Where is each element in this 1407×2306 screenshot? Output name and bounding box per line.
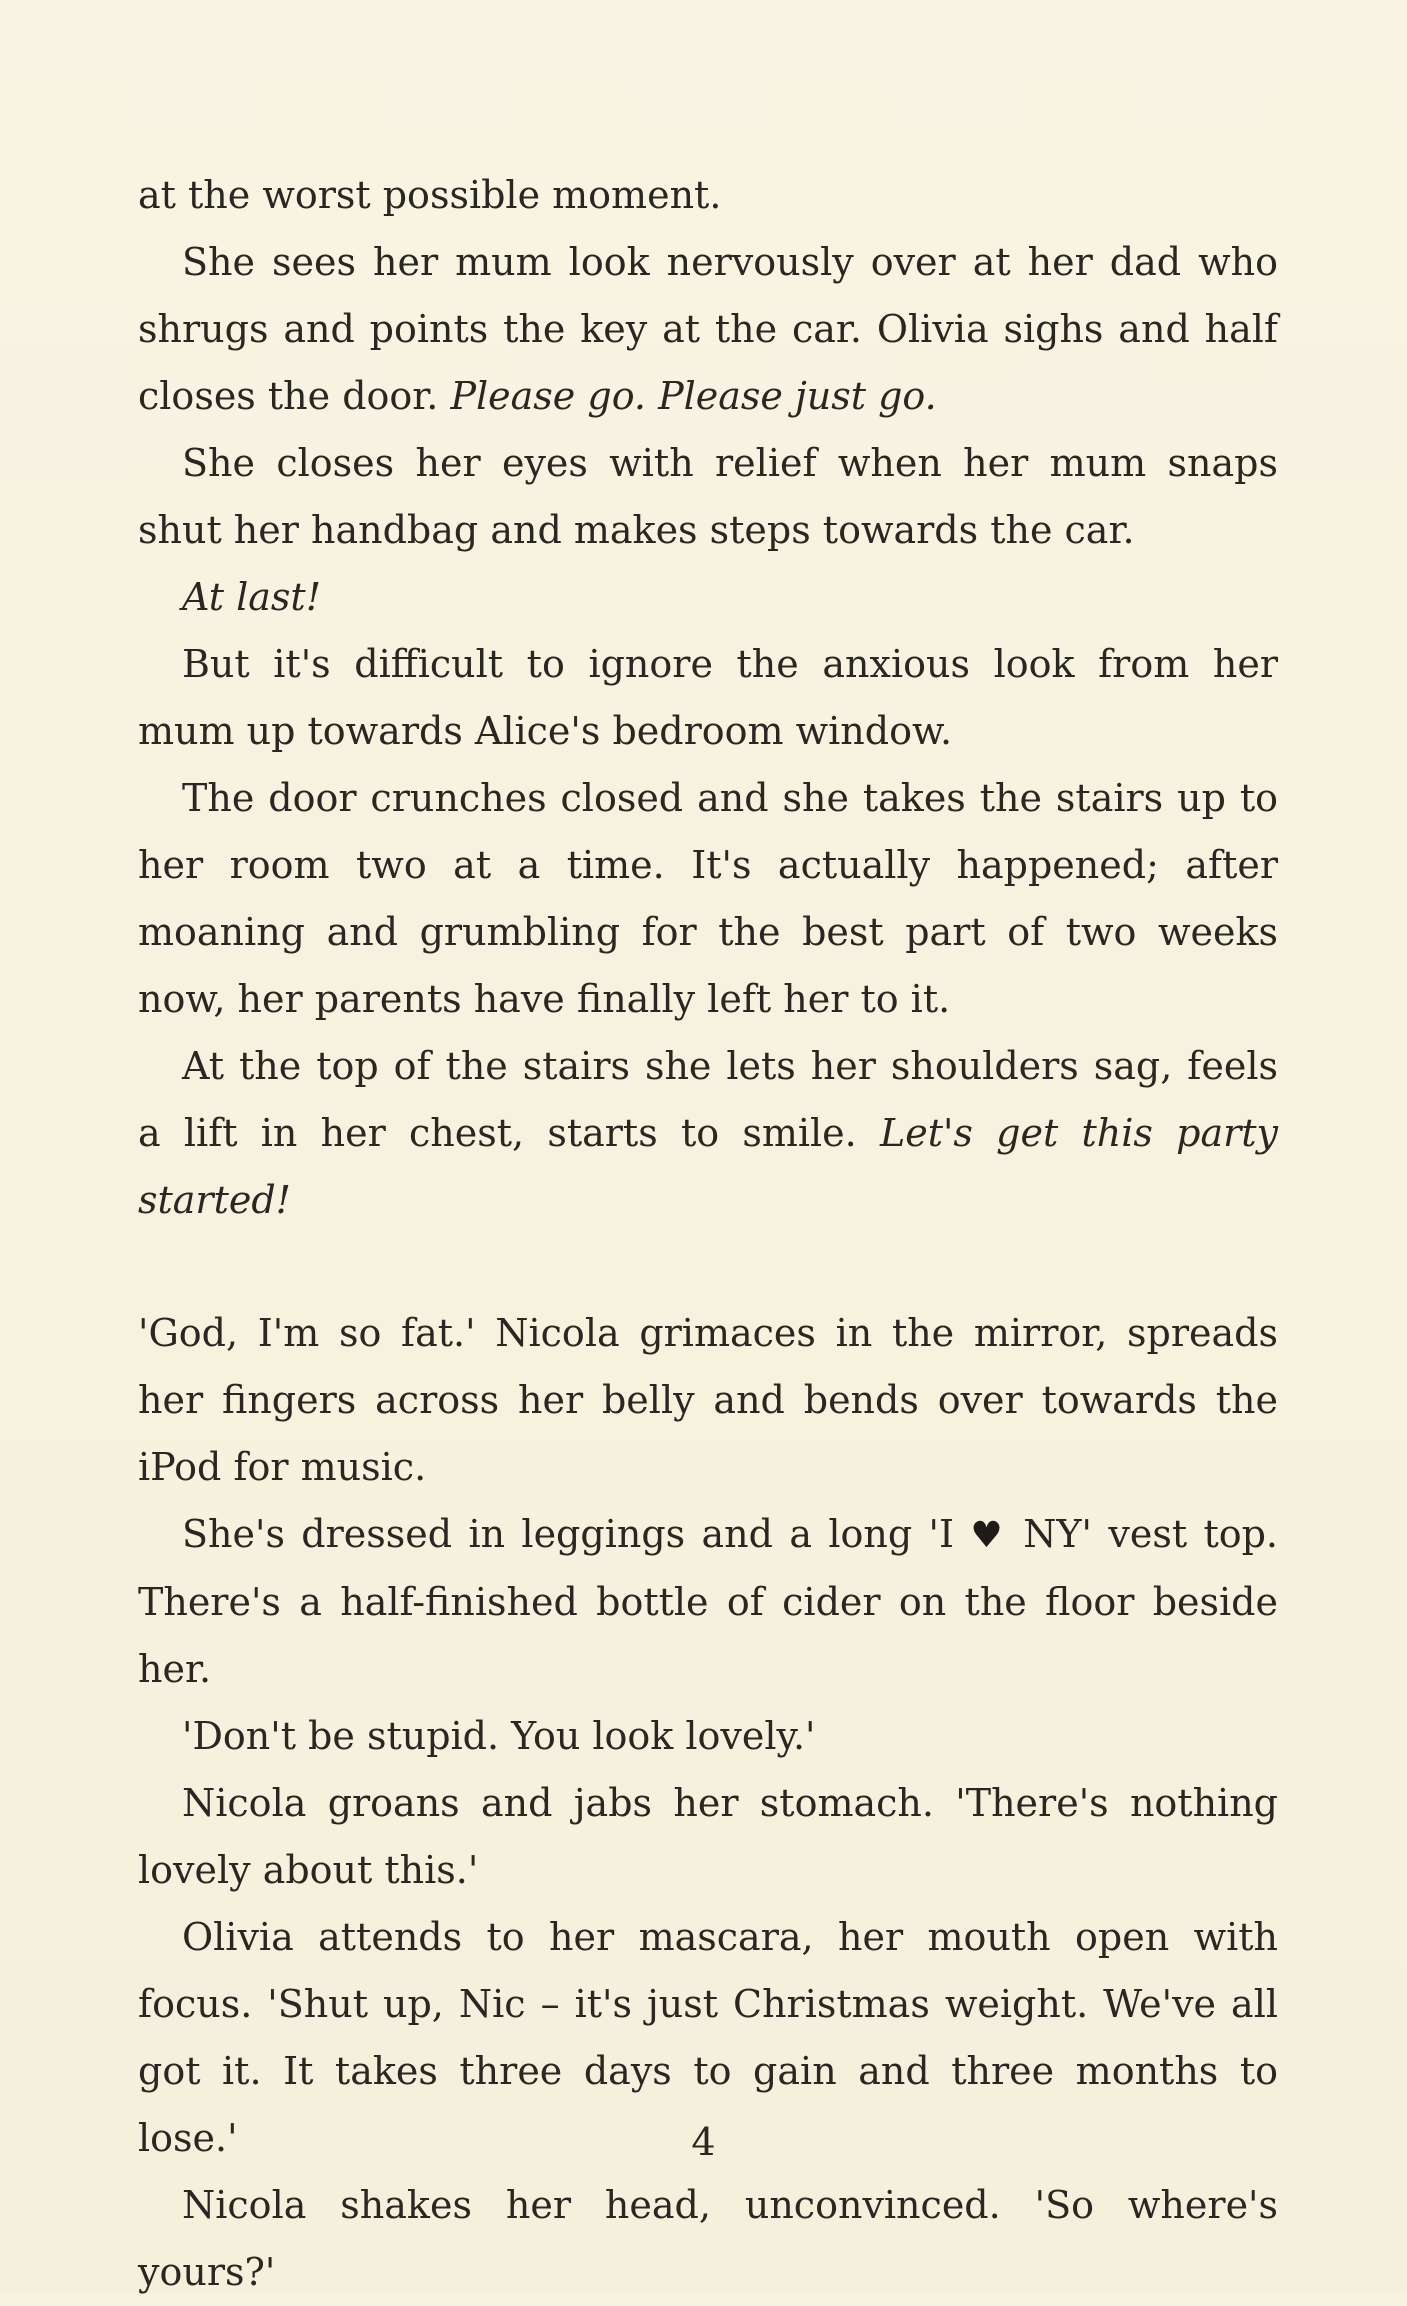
body-text <box>138 162 1278 2306</box>
paragraph-p1 <box>138 162 1278 229</box>
text-run: at the worst possible moment. <box>138 173 722 217</box>
paragraph-p3 <box>138 430 1278 564</box>
paragraph-p9 <box>138 1501 1278 1703</box>
text-run: 'God, I'm so fat.' Nicola grimaces in the mirror, spreads her fingers across her belly and bends over towards the iPod for music. <box>138 1311 1278 1489</box>
text-run: She's dressed in leggings and a long 'I <box>182 1512 971 1556</box>
paragraph-p2 <box>138 229 1278 430</box>
heart-icon: ♥ <box>970 1515 1007 1556</box>
paragraph-p10 <box>138 1703 1278 1770</box>
page-number: 4 <box>691 2120 716 2164</box>
text-run: Nicola shakes her head, unconvinced. 'So where's yours?' <box>138 2183 1278 2294</box>
italic-text: At last! <box>182 575 321 619</box>
text-run: She closes her eyes with relief when her mum snaps shut her handbag and makes steps towards the car. <box>138 441 1278 552</box>
text-run: At the top of the stairs she lets her shoulders sag, feels a lift in her chest, starts to smile. <box>138 1044 1278 1155</box>
paragraph-p6 <box>138 765 1278 1033</box>
text-run: Nicola groans and jabs her stomach. 'There's nothing lovely about this.' <box>138 1781 1278 1892</box>
text-run: She sees her mum look nervously over at her dad who shrugs and points the key at the car. Olivia sighs and half closes the door. <box>138 240 1278 418</box>
italic-text: Let's get this party started! <box>138 1111 1279 1222</box>
text-run: NY' vest top. There's a half-finished bottle of cider on the floor beside her. <box>138 1512 1278 1691</box>
text-run: Olivia attends to her mascara, her mouth open with focus. 'Shut up, Nic – it's just Christmas weight. We've all got it. It takes three days to gain and three months to lose.' <box>138 1915 1278 2160</box>
text-run: The door crunches closed and she takes the stairs up to her room two at a time. It's actually happened; after moaning and grumbling for the best part of two weeks now, her parents have finally left her to it. <box>138 776 1278 1021</box>
text-run: 'Don't be stupid. You look lovely.' <box>182 1714 816 1758</box>
text-run: But it's difficult to ignore the anxious look from her mum up towards Alice's bedroom window. <box>138 642 1278 753</box>
italic-text: Please go. Please just go. <box>450 374 937 418</box>
paragraph-p4 <box>138 564 1278 631</box>
paragraph-p11 <box>138 1770 1278 1904</box>
paragraph-p13 <box>138 2172 1278 2306</box>
paragraph-p8 <box>138 1300 1278 1501</box>
paragraph-p5 <box>138 631 1278 765</box>
paragraph-p7 <box>138 1033 1278 1234</box>
